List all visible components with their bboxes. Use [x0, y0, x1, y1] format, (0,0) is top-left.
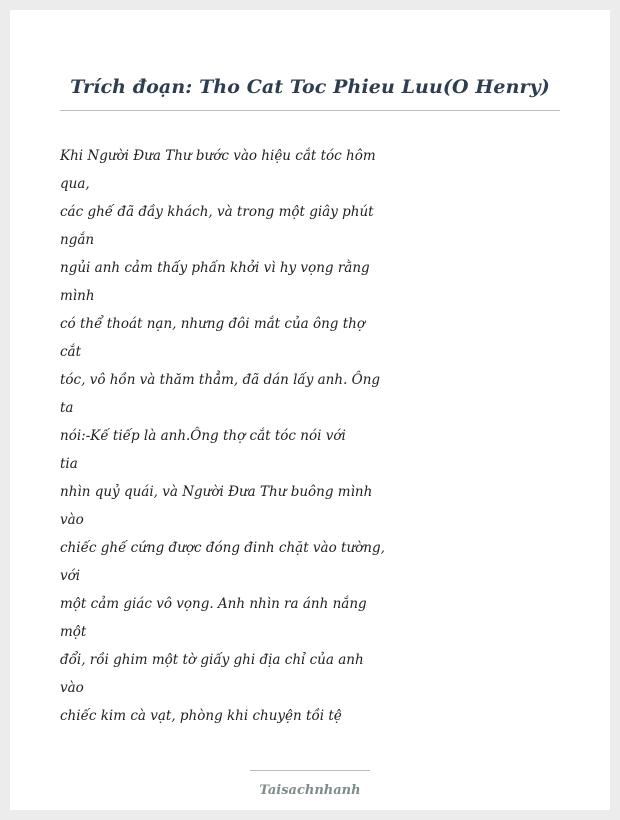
- text-line: chiếc kim cà vạt, phòng khi chuyện tồi tệ: [60, 708, 342, 724]
- text-line: Khi Người Đưa Thư bước vào hiệu cắt tóc hôm: [60, 148, 376, 164]
- text-line: qua,: [60, 176, 90, 192]
- text-line: ta: [60, 400, 74, 416]
- text-line: nói:-Kế tiếp là anh.Ông thợ cắt tóc nói với: [60, 428, 346, 444]
- document-page: [10, 10, 610, 810]
- text-line: ngắn: [60, 232, 95, 248]
- text-line: ngủi anh cảm thấy phấn khởi vì hy vọng rằng: [60, 260, 370, 276]
- text-line: có thể thoát nạn, nhưng đôi mắt của ông thợ: [60, 316, 365, 332]
- document-title: Trích đoạn: Tho Cat Toc Phieu Luu(O Henry): [70, 76, 550, 98]
- text-line: cắt: [60, 344, 82, 360]
- text-line: chiếc ghế cứng được đóng đinh chặt vào tường,: [60, 540, 385, 556]
- text-line: vào: [60, 680, 84, 696]
- text-line: nhìn quỷ quái, và Người Đưa Thư buông mình: [60, 484, 373, 500]
- text-line: mình: [60, 288, 95, 304]
- text-line: tóc, vô hồn và thăm thẳm, đã dán lấy anh. Ông: [60, 372, 381, 388]
- text-line: đổi, rồi ghim một tờ giấy ghi địa chỉ của anh: [60, 652, 364, 668]
- text-line: một cảm giác vô vọng. Anh nhìn ra ánh nắng: [60, 596, 367, 612]
- text-line: các ghế đã đầy khách, và trong một giây phút: [60, 204, 374, 220]
- footer-source: Taisachnhanh: [259, 783, 361, 798]
- footer-divider: [250, 770, 370, 771]
- text-line: vào: [60, 512, 84, 528]
- text-line: với: [60, 568, 81, 584]
- title-divider: [60, 110, 560, 111]
- text-line: một: [60, 624, 87, 640]
- text-line: tia: [60, 456, 78, 472]
- body-text: [60, 142, 385, 730]
